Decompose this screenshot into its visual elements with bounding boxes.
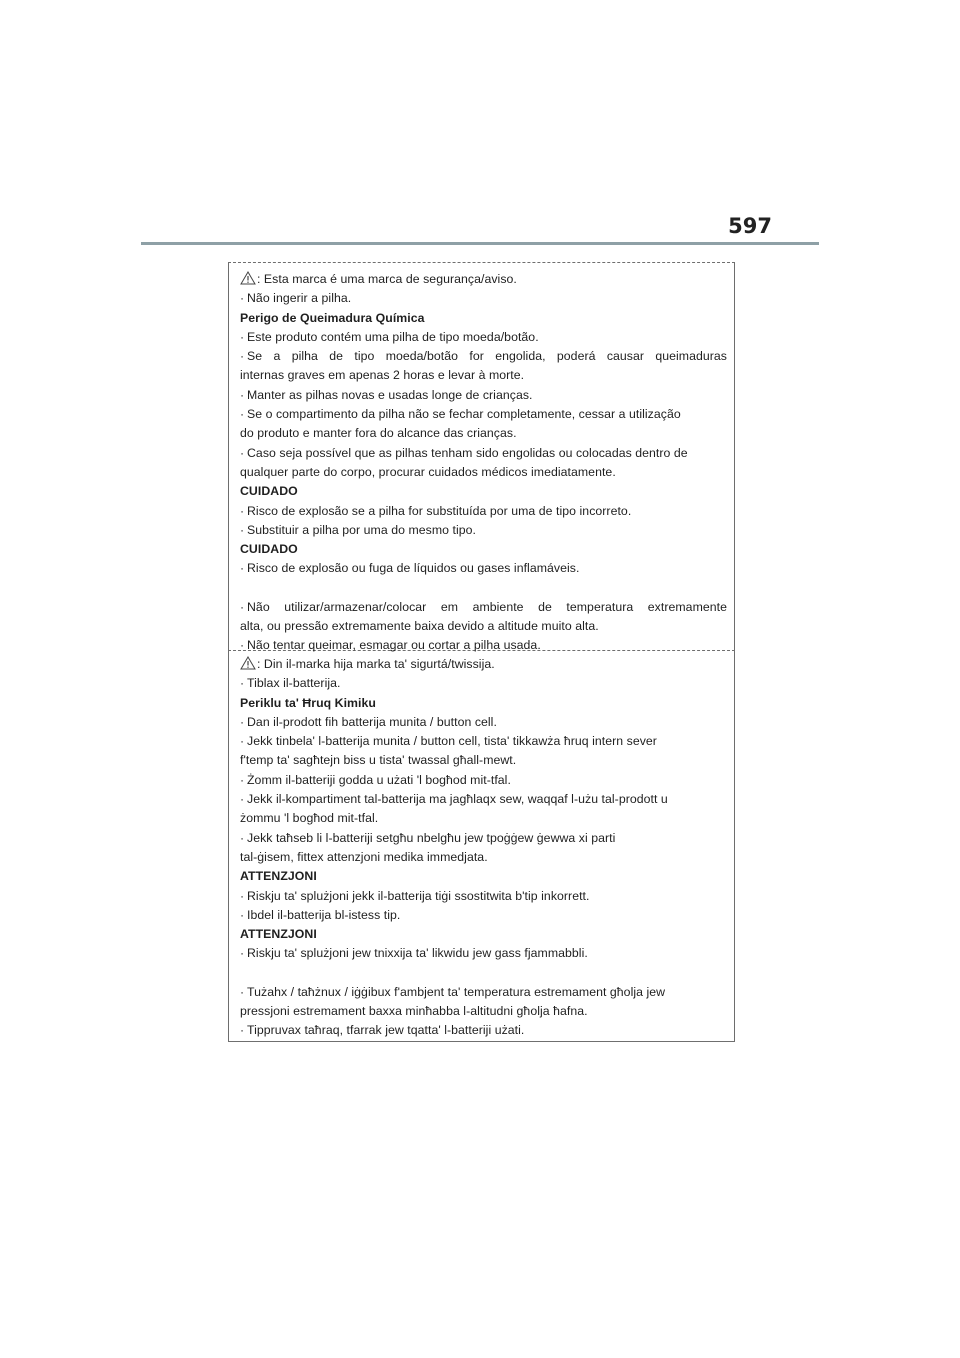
list-item-continuation: f'temp ta' sagħtejn biss u tista' twassal għall-mewt. [240, 753, 517, 768]
list-item-continuation: qualquer parte do corpo, procurar cuidados médicos imediatamente. [240, 464, 616, 479]
section-heading: ATTENZJONI [240, 927, 317, 942]
list-item [240, 598, 727, 617]
section-heading: Perigo de Queimadura Química [240, 310, 425, 325]
list-item [240, 328, 727, 347]
list-item [240, 636, 727, 655]
list-item-text: Não utilizar/armazenar/colocar em ambiente de temperatura extremamente [247, 599, 727, 614]
list-item [240, 771, 727, 790]
box-bottom-border [228, 1041, 735, 1042]
warning-mark-text: : Esta marca é uma marca de segurança/aviso. [257, 272, 517, 286]
bullet-dot: · [240, 676, 245, 691]
portuguese-section [240, 270, 727, 656]
list-item-text: Tippruvax taħraq, tfarrak jew tqatta' l-batteriji użati. [247, 1023, 525, 1038]
list-item-continuation: pressjoni estremament baxxa minħabba l-altitudni għolja ħafna. [240, 1004, 588, 1019]
list-item-text: Jekk taħseb li l-batteriji setgħu nbelgħu jew tpoġġew ġewwa xi parti [247, 830, 616, 845]
bullet-dot: · [240, 291, 245, 306]
box-top-border [228, 262, 735, 263]
list-item [240, 559, 727, 578]
bullet-dot: · [240, 772, 245, 787]
bullet-dot: · [240, 445, 245, 460]
list-item [240, 944, 727, 963]
bullet-dot: · [240, 792, 245, 807]
list-item [240, 887, 727, 906]
warning-mark-text: : Din il-marka hija marka ta' sigurtá/twissija. [257, 657, 495, 671]
list-item-text: Riskju ta' splużjoni jekk il-batterija tiġi ssostitwita b'tip inkorrett. [247, 888, 590, 903]
list-item-text: Se o compartimento da pilha não se fechar completamente, cessar a utilização [247, 407, 681, 422]
list-item [240, 790, 727, 809]
bullet-dot: · [240, 561, 245, 576]
bullet-dot: · [240, 714, 245, 729]
list-item [240, 521, 727, 540]
list-item [240, 502, 727, 521]
bullet-dot: · [240, 888, 245, 903]
list-item [240, 444, 727, 463]
bullet-dot: · [240, 329, 245, 344]
list-item-text: Jekk il-kompartiment tal-batterija ma jagħlaqx sew, waqqaf l-użu tal-prodott u [247, 792, 668, 807]
bullet-dot: · [240, 907, 245, 922]
bullet-dot: · [240, 503, 245, 518]
list-item-continuation: do produto e manter fora do alcance das crianças. [240, 426, 517, 441]
section-heading: CUIDADO [240, 542, 298, 557]
list-item-text: Este produto contém uma pilha de tipo moeda/botão. [247, 329, 539, 344]
list-item-text: Jekk tinbela' l-batterija munita / button cell, tista' tikkawża ħruq intern sever [247, 734, 657, 749]
list-item-text: Risco de explosão se a pilha for substituída por uma de tipo incorreto. [247, 503, 632, 518]
bullet-dot: · [240, 638, 245, 653]
bullet-dot: · [240, 1023, 245, 1038]
bullet-dot: · [240, 946, 245, 961]
list-item-text: Manter as pilhas novas e usadas longe de crianças. [247, 387, 533, 402]
list-item-text: Substituir a pilha por uma do mesmo tipo. [247, 522, 476, 537]
bullet-dot: · [240, 599, 245, 614]
list-item [240, 732, 727, 751]
list-item [240, 405, 727, 424]
list-item-text: Tiblax il-batterija. [247, 676, 341, 691]
bullet-dot: · [240, 407, 245, 422]
list-item-text: Tużahx / taħżnux / iġġibux f'ambjent ta' temperatura estremament għolja jew [247, 984, 666, 999]
list-item [240, 386, 727, 405]
blank-line [240, 964, 727, 983]
bullet-dot: · [240, 984, 245, 999]
list-item-text: Risco de explosão ou fuga de líquidos ou gases inflamáveis. [247, 561, 580, 576]
warning-triangle-icon [240, 271, 256, 285]
header-rule [141, 242, 819, 245]
list-item-text: Se a pilha de tipo moeda/botão for engolida, poderá causar queimaduras [247, 349, 727, 364]
warning-mark-line [240, 655, 727, 674]
list-item-text: Não tentar queimar, esmagar ou cortar a pilha usada. [247, 638, 541, 653]
bullet-dot: · [240, 349, 245, 364]
section-heading: Periklu ta' Ħruq Kimiku [240, 695, 376, 710]
list-item-continuation: żommu 'l bogħod mit-tfal. [240, 811, 379, 826]
list-item-text: Caso seja possível que as pilhas tenham sido engolidas ou colocadas dentro de [247, 445, 688, 460]
bullet-dot: · [240, 522, 245, 537]
list-item-continuation: internas graves em apenas 2 horas e levar à morte. [240, 368, 525, 383]
list-item-text: Ibdel il-batterija bl-istess tip. [247, 907, 401, 922]
list-item [240, 906, 727, 925]
list-item [240, 289, 727, 308]
warning-triangle-icon [240, 656, 256, 670]
list-item [240, 983, 727, 1002]
warning-mark-line [240, 270, 727, 289]
list-item-text: Dan il-prodott fih batterija munita / button cell. [247, 714, 497, 729]
page-number: 597 [728, 214, 772, 238]
section-heading: ATTENZJONI [240, 869, 317, 884]
bullet-dot: · [240, 734, 245, 749]
list-item [240, 347, 727, 366]
list-item-continuation: tal-ġisem, fittex attenzjoni medika immedjata. [240, 849, 488, 864]
list-item [240, 674, 727, 693]
list-item-text: Żomm il-batteriji godda u użati 'l bogħod mit-tfal. [247, 772, 511, 787]
maltese-section [240, 655, 727, 1041]
list-item-continuation: alta, ou pressão extremamente baixa devido a altitude muito alta. [240, 619, 599, 634]
list-item [240, 1021, 727, 1040]
section-heading: CUIDADO [240, 484, 298, 499]
bullet-dot: · [240, 387, 245, 402]
list-item [240, 713, 727, 732]
list-item-text: Não ingerir a pilha. [247, 291, 352, 306]
blank-line [240, 579, 727, 598]
battery-warning-box [228, 262, 735, 1042]
bullet-dot: · [240, 830, 245, 845]
list-item [240, 829, 727, 848]
list-item-text: Riskju ta' splużjoni jew tnixxija ta' likwidu jew gass fjammabbli. [247, 946, 588, 961]
